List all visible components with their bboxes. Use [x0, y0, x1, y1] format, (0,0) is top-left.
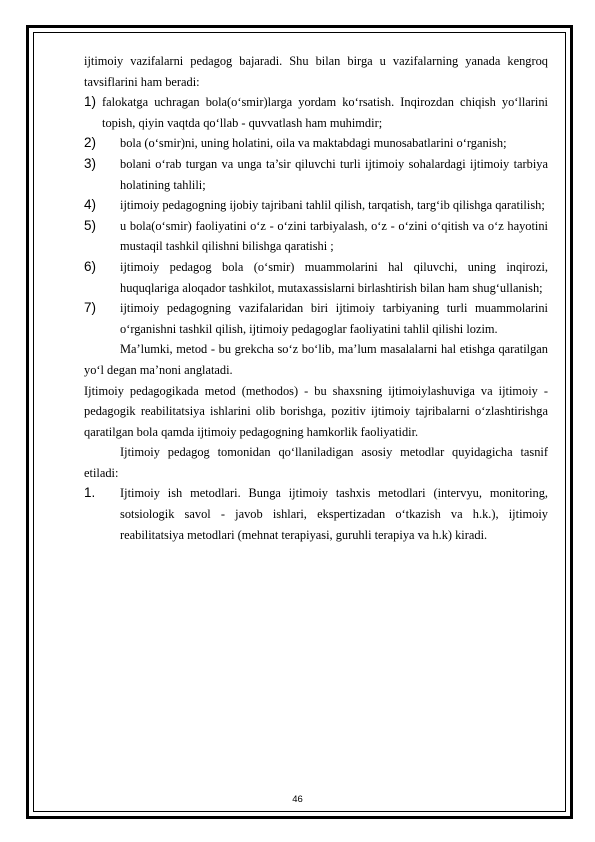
- list-item-5: [84, 216, 548, 257]
- list-item-text: ijtimoiy pedagogning vazifalaridan biri ijtimoiy tarbiyaning turli muammolarini o‘rganishni tashkil qilish, ijtimoiy pedagoglar faoliyatini tahlil qilishi lozim.: [120, 301, 548, 336]
- list-item-number: 2): [84, 135, 97, 151]
- list-item-text: bolani o‘rab turgan va unga ta’sir qiluvchi turli ijtimoiy sohalardagi ijtimoiy tarbiya holatining tahlili;: [120, 156, 548, 192]
- list-item-number: 1): [84, 94, 97, 110]
- list-item-number: 6): [84, 258, 97, 274]
- method-classification-paragraph: Ijtimoiy pedagog tomonidan qo‘llaniladigan asosiy metodlar quyidagicha tasnif etiladi:: [84, 445, 548, 480]
- document-body: [84, 51, 548, 545]
- list-item-text: u bola(o‘smir) faoliyatini o‘z - o‘zini tarbiyalash, o‘z - o‘zini o‘qitish va o‘z hayotini mustaqil tashkil qilishni bilishga qaratishi ;: [120, 218, 548, 254]
- list-item-number: 5): [84, 217, 97, 233]
- list-item-text: ijtimoiy pedagog bola (o‘smir) muammolarini hal qiluvchi, uning inqirozi, huquqlariga aloqador tashkilot, mutaxassislarni birlashtirish bilan ham shug‘ullanish;: [120, 259, 548, 295]
- list-item-6: [84, 257, 548, 298]
- method-item-number: 1.: [84, 485, 96, 501]
- list-item-1: [84, 92, 548, 133]
- method-definition-paragraph: Ma’lumki, metod - bu grekcha so‘z bo‘lib, ma’lum masalalarni hal etishga qaratilgan yo‘l degan ma’noni anglatadi.: [84, 342, 548, 377]
- page-number: 46: [292, 794, 303, 805]
- intro-paragraph: ijtimoiy vazifalarni pedagog bajaradi. Shu bilan birga u vazifalarning yanada kengroq tavsiflarini ham beradi:: [84, 54, 548, 89]
- list-item-7: [84, 298, 548, 339]
- list-item-number: 7): [84, 300, 97, 316]
- list-item-number: 4): [84, 197, 97, 213]
- list-item-text: ijtimoiy pedagogning ijobiy tajribani tahlil qilish, tarqatish, targ‘ib qilishga qaratilish;: [120, 198, 545, 213]
- list-item-number: 3): [84, 155, 97, 171]
- list-item-2: [84, 133, 548, 154]
- method-item-1: [84, 483, 548, 545]
- method-social-pedagogy-paragraph: Ijtimoiy pedagogikada metod (methodos) - bu shaxsning ijtimoiylashuviga va ijtimoiy - pedagogik reabilitatsiya ishlarini olib borishga, pozitiv ijtimoiy tajribalarni o‘zlashtirishga qaratilgan bola qamda ijtimoiy pedagogning hamkorlik faoliyatidir.: [84, 383, 548, 439]
- list-item-4: [84, 195, 548, 216]
- list-item-text: falokatga uchragan bola(o‘smir)larga yordam ko‘rsatish. Inqirozdan chiqish yo‘llarini topish, qiyin vaqtda qo‘llab - quvvatlash ham muhimdir;: [102, 95, 548, 130]
- list-item-3: [84, 154, 548, 195]
- method-item-text: Ijtimoiy ish metodlari. Bunga ijtimoiy tashxis metodlari (intervyu, monitoring, sotsiologik savol - javob ishlari, ekspertizadan o‘tkazish va h.k.), ijtimoiy reabilitatsiya metodlari (mehnat terapiyasi, guruhli terapiya va h.k) kiradi.: [120, 486, 548, 542]
- list-item-text: bola (o‘smir)ni, uning holatini, oila va maktabdagi munosabatlarini o‘rganish;: [120, 136, 507, 151]
